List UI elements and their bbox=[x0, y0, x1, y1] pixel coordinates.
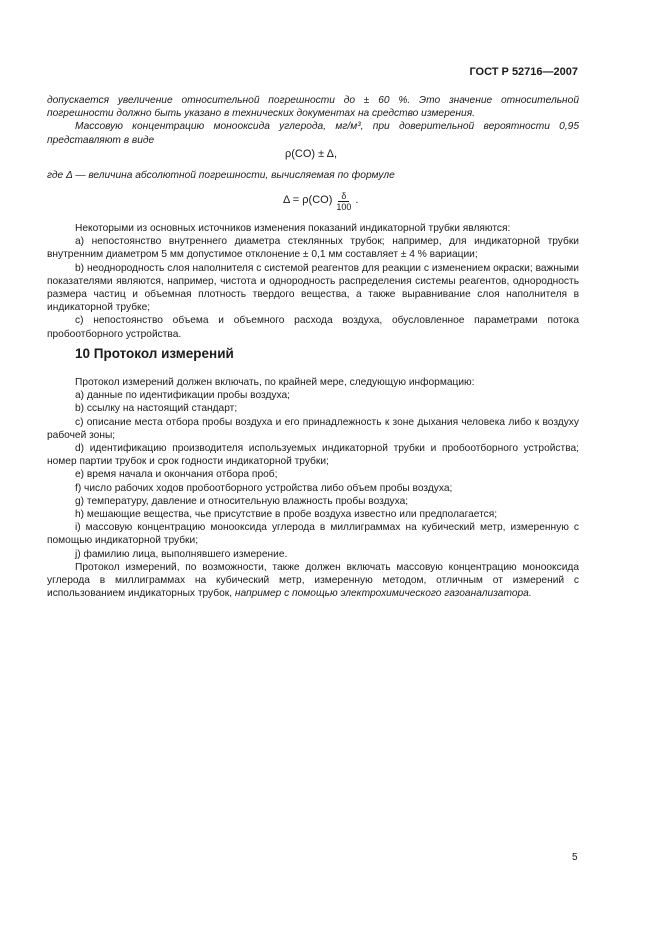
sources-item-b: b) неоднородность слоя наполнителя с системой реагентов для реакции с изменением окраски; важными показателями являются, например, чистота и однородность распределения системы реагентов, однородность размера частиц и объемная плотность твердого вещества, а также выравнивание слоя наполнителя в индикаторной трубке; bbox=[47, 262, 579, 314]
protocol-final-example: например с помощью электрохимического газоанализатора. bbox=[234, 588, 532, 600]
formula-delta bbox=[283, 186, 358, 216]
intro-block bbox=[47, 94, 579, 147]
formula-delta-tail: . bbox=[355, 194, 359, 207]
protocol-final-paragraph bbox=[47, 561, 579, 601]
protocol-item: j) фамилию лица, выполнявшего измерение. bbox=[75, 548, 288, 560]
sources-intro: Некоторыми из основных источников изменения показаний индикаторной трубки являются: bbox=[75, 223, 511, 234]
intro-paragraph-2: Массовую концентрацию монооксида углерода, мг/м³, при доверительной вероятности 0,95 представляют в виде bbox=[47, 121, 579, 146]
protocol-item: b) ссылку на настоящий стандарт; bbox=[75, 403, 238, 415]
fraction-denominator: 100 bbox=[336, 201, 352, 212]
formula-result: ρ(CO) ± Δ, bbox=[285, 148, 338, 160]
page-number: 5 bbox=[572, 852, 578, 863]
fraction-numerator: δ bbox=[338, 191, 349, 202]
protocol-item: h) мешающие вещества, чье присутствие в пробе воздуха известно или предполагается; bbox=[75, 509, 498, 521]
protocol-item: g) температуру, давление и относительную влажность пробы воздуха; bbox=[75, 495, 409, 507]
standard-header: ГОСТ Р 52716—2007 bbox=[469, 66, 578, 78]
protocol-item: а) данные по идентификации пробы воздуха; bbox=[75, 390, 290, 402]
protocol-final-text: Протокол измерений, по возможности, также должен включать массовую концентрацию монооксида углерода в миллиграммах на кубический метр, измеренную методом, отличным от измерений с использованием индикаторных трубок, bbox=[47, 561, 579, 600]
section-title: 10 Протокол измерений bbox=[75, 346, 234, 361]
sources-block bbox=[47, 222, 579, 341]
protocol-item: i) массовую концентрацию монооксида углерода в миллиграммах на кубический метр, измеренную с помощью индикаторной трубки; bbox=[47, 522, 579, 547]
protocol-intro: Протокол измерений должен включать, по крайней мере, следующую информацию: bbox=[75, 377, 475, 388]
intro-paragraph-1: допускается увеличение относительной погрешности до ± 60 %. Это значение относительной погрешности должно быть указано в технических документах на средство измерения. bbox=[47, 95, 579, 120]
protocol-item: е) время начала и окончания отбора проб; bbox=[75, 469, 278, 481]
protocol-block bbox=[47, 376, 579, 600]
sources-item-c: с) непостоянство объема и объемного расхода воздуха, обусловленное параметрами потока пробоотборного устройства. bbox=[47, 315, 579, 340]
protocol-item: d) идентификацию производителя используемых индикаторной трубки и пробоотборного устройства; номер партии трубок и срок годности индикаторной трубки; bbox=[47, 443, 579, 468]
protocol-item: с) описание места отбора пробы воздуха и его принадлежность к зоне дыхания человека либо к воздуху рабочей зоны; bbox=[47, 416, 579, 441]
formula-delta-lhs: Δ = ρ(CO) bbox=[283, 194, 333, 207]
sources-item-a: а) непостоянство внутреннего диаметра стеклянных трубок; например, для индикаторной трубки внутренним диаметром 5 мм допустимое отклонение ± 0,1 мм составляет ± 4 % вариации; bbox=[47, 236, 579, 261]
formula-where-text: где Δ — величина абсолютной погрешности, вычисляемая по формуле bbox=[47, 170, 395, 181]
formula-fraction bbox=[333, 191, 354, 212]
protocol-item: f) число рабочих ходов пробоотборного устройства либо объем пробы воздуха; bbox=[75, 482, 453, 494]
